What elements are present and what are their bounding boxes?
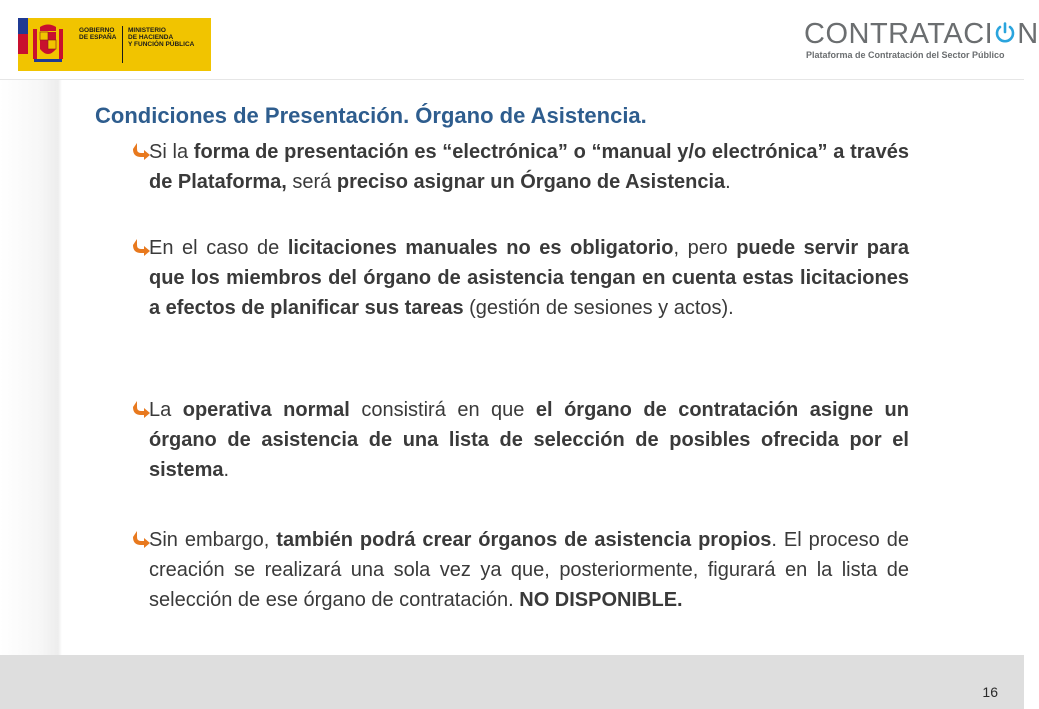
gov-line-2: DE ESPAÑA [79, 34, 117, 41]
bullet-list [133, 137, 909, 645]
orange-arrow-icon [133, 237, 149, 257]
bullet-bold-text: también podrá crear órganos de asistencia propios [276, 529, 772, 551]
bullet-bold-text: NO DISPONIBLE. [519, 589, 683, 611]
bullet-bold-text: forma de presentación es “electrónica” o “manual y/o electrónica” a través de Plataforma, [149, 141, 910, 193]
bullet-text: (gestión de sesiones y actos). [463, 297, 734, 319]
bullet-text: , pero [673, 237, 737, 259]
bullet-item [133, 233, 909, 353]
coat-of-arms-icon [30, 23, 66, 66]
page-number: 16 [982, 684, 998, 700]
orange-arrow-icon [133, 399, 149, 419]
header-divider [0, 79, 1024, 80]
bullet-text: La [149, 399, 183, 421]
ministry-line-1: MINISTERIO [128, 27, 166, 34]
bullet-text: . El proceso de creación se realizará una sola vez ya que, posteriormente, figurará en la lista de selección de ese órgano de contratación. [149, 529, 909, 611]
contratacion-brand-logo [800, 18, 1039, 68]
bullet-text: . [223, 459, 230, 481]
bullet-item [133, 395, 909, 485]
brand-wordmark [804, 18, 1039, 51]
bullet-bold-text: preciso asignar un Órgano de Asistencia [336, 171, 726, 193]
ministerio-text [128, 27, 194, 48]
bullet-item [133, 525, 909, 645]
bullet-text: Si la [149, 141, 194, 163]
flag-stripe [18, 18, 28, 71]
slide-header [0, 0, 1039, 80]
slide-title: Condiciones de Presentación. Órgano de Asistencia. [95, 103, 647, 128]
ministry-line-2: DE HACIENDA [128, 34, 174, 41]
bullet-bold-text: operativa normal [182, 399, 350, 421]
orange-arrow-icon [133, 529, 149, 549]
slide-footer [0, 655, 1024, 709]
bullet-bold-text: licitaciones manuales no es obligatorio [287, 237, 674, 259]
brand-word-start: CONTRATACI [804, 18, 994, 50]
brand-subtitle: Plataforma de Contratación del Sector Público [806, 50, 1005, 60]
gobierno-text [79, 27, 116, 41]
bullet-bold-text: el órgano de contratación asigne un órgano de asistencia de una lista de selección de posibles ofrecida por el sistema [149, 399, 909, 481]
gobierno-de-espana-logo [18, 18, 211, 71]
left-decorative-band [0, 80, 62, 655]
bullet-text: consistirá en que [349, 399, 536, 421]
orange-arrow-icon [133, 141, 149, 161]
bullet-text: . [725, 171, 731, 193]
gov-line-1: GOBIERNO [79, 27, 115, 34]
bullet-text: En el caso de [149, 237, 288, 259]
logo-divider [122, 26, 123, 63]
bullet-text: será [286, 171, 337, 193]
power-icon [994, 19, 1016, 41]
bullet-bold-text: puede servir para que los miembros del órgano de asistencia tengan en cuenta estas licitaciones a efectos de planificar sus tareas [149, 237, 910, 319]
brand-word-end: N [1017, 18, 1039, 50]
ministry-line-3: Y FUNCIÓN PÚBLICA [128, 41, 195, 48]
bullet-text: Sin embargo, [149, 529, 277, 551]
bullet-item [133, 137, 909, 227]
